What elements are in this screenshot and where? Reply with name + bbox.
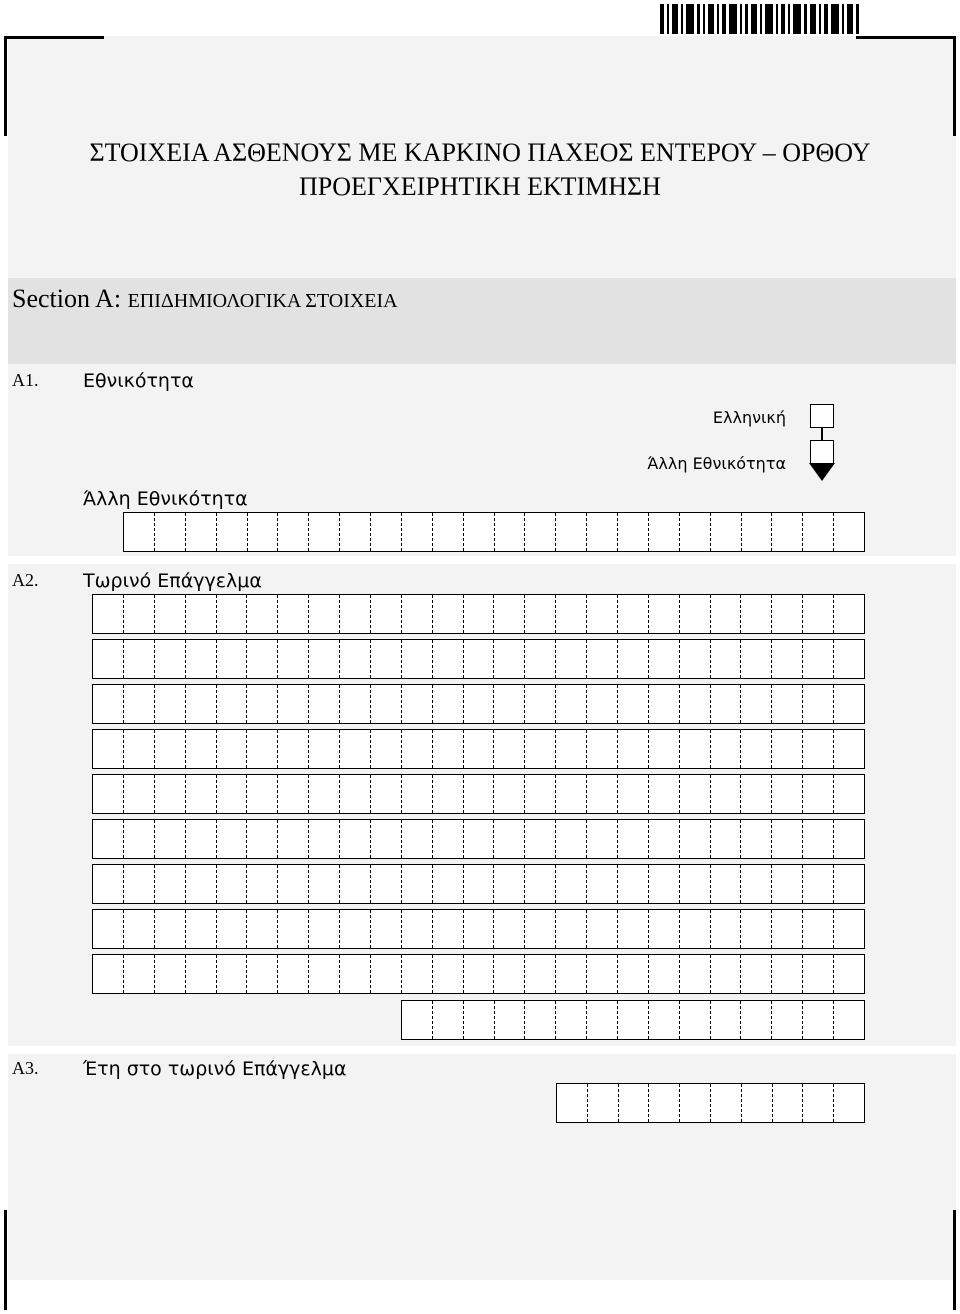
other-nationality-field-label: Άλλη Εθνικότητα xyxy=(83,488,248,510)
barcode xyxy=(660,4,905,34)
section-separator xyxy=(8,556,956,564)
section-separator xyxy=(8,1046,956,1054)
corner-mark-top-left xyxy=(4,36,104,39)
occupation-input-row-8[interactable] xyxy=(92,909,865,949)
section-title xyxy=(12,284,398,314)
option-other-label: Άλλη Εθνικότητα xyxy=(647,454,786,473)
corner-mark-top-right-vertical xyxy=(953,36,956,136)
arrow-down-icon xyxy=(809,463,835,483)
option-connector-line xyxy=(821,428,823,440)
occupation-input-row-2[interactable] xyxy=(92,639,865,679)
corner-mark-top-right xyxy=(856,36,956,39)
occupation-input-row-9[interactable] xyxy=(92,954,865,994)
years-in-occupation-input[interactable] xyxy=(556,1083,865,1123)
corner-mark-top-left-vertical xyxy=(4,36,7,136)
question-a2-label: Τωρινό Επάγγελμα xyxy=(83,570,262,592)
corner-mark-bottom-left xyxy=(4,1210,7,1310)
other-nationality-input[interactable] xyxy=(123,512,865,552)
question-a1-label: Εθνικότητα xyxy=(83,370,194,392)
occupation-input-row-4[interactable] xyxy=(92,729,865,769)
corner-mark-bottom-right xyxy=(953,1210,956,1310)
occupation-input-row-10[interactable] xyxy=(401,1000,865,1040)
question-a3-label: Έτη στο τωρινό Επάγγελμα xyxy=(83,1058,347,1080)
occupation-input-row-3[interactable] xyxy=(92,684,865,724)
form-title-line1: ΣΤΟΙΧΕΙΑ ΑΣΘΕΝΟΥΣ ΜΕ ΚΑΡΚΙΝΟ ΠΑΧΕΟΣ ΕΝΤΕΡΟΥ – ΟΡΘΟΥ xyxy=(89,138,871,167)
occupation-input-row-5[interactable] xyxy=(92,774,865,814)
occupation-input-row-1[interactable] xyxy=(92,594,865,634)
question-a1-number: A1. xyxy=(12,370,39,390)
question-a2-number: A2. xyxy=(12,570,39,590)
section-label: Section A: xyxy=(12,284,122,313)
section-name: ΕΠΙΔΗΜΙΟΛΟΓΙΚΑ ΣΤΟΙΧΕΙΑ xyxy=(127,290,398,312)
option-greek-checkbox[interactable] xyxy=(810,404,834,428)
form-title-line2: ΠΡΟΕΓΧΕΙΡΗΤΙΚΗ ΕΚΤΙΜΗΣΗ xyxy=(299,172,661,201)
occupation-input-row-7[interactable] xyxy=(92,864,865,904)
question-a3-number: A3. xyxy=(12,1058,39,1078)
occupation-input-row-6[interactable] xyxy=(92,819,865,859)
option-greek-label: Ελληνική xyxy=(712,408,786,427)
option-other-checkbox[interactable] xyxy=(810,440,834,464)
